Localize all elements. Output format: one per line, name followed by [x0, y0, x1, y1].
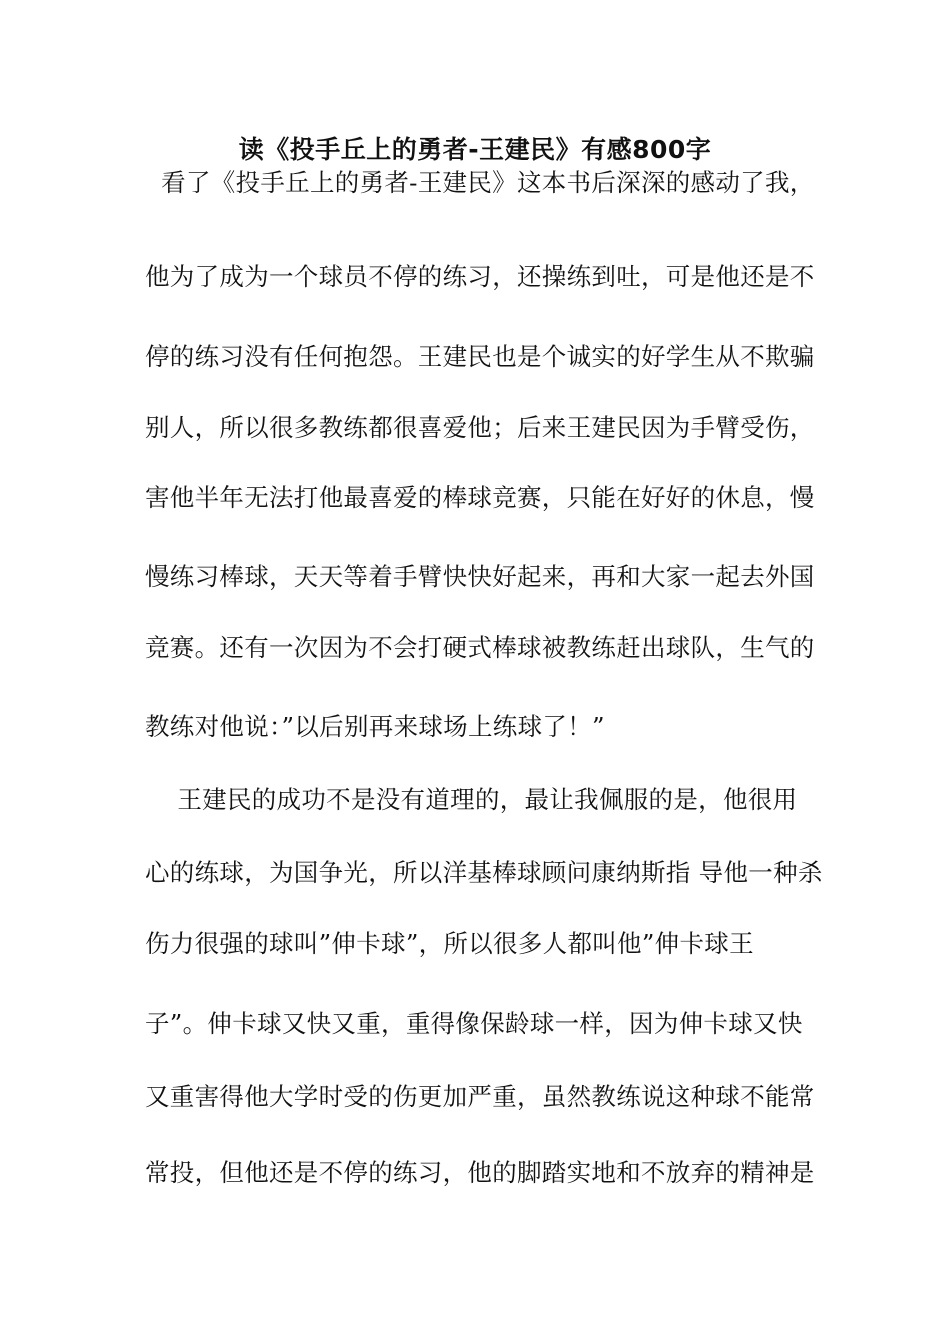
text-line-14: 常投，但他还是不停的练习，他的脚踏实地和不放弃的精神是: [145, 1158, 815, 1187]
document-title: 读《投手丘上的勇者-王建民》有感800字: [238, 135, 712, 164]
text-line-2: 他为了成为一个球员不停的练习，还操练到吐，可是他还是不: [145, 262, 815, 291]
text-line-3: 停的练习没有任何抱怨。王建民也是个诚实的好学生从不欺骗: [145, 342, 815, 371]
text-line-1: 看了《投手丘上的勇者-王建民》这本书后深深的感动了我，: [145, 168, 815, 197]
text-line-5: 害他半年无法打他最喜爱的棒球竞赛，只能在好好的休息，慢: [145, 483, 815, 512]
text-line-11: 伤力很强的球叫”伸卡球”，所以很多人都叫他”伸卡球王: [145, 929, 754, 958]
text-line-4: 别人，所以很多教练都很喜爱他；后来王建民因为手臂受伤，: [145, 413, 815, 442]
text-line-8: 教练对他说：”以后别再来球场上练球了！”: [145, 712, 605, 741]
text-line-13: 又重害得他大学时受的伤更加严重，虽然教练说这种球不能常: [145, 1082, 815, 1111]
text-line-6: 慢练习棒球，天天等着手臂快快好起来，再和大家一起去外国: [145, 562, 815, 591]
text-line-7: 竞赛。还有一次因为不会打硬式棒球被教练赶出球队，生气的: [145, 633, 815, 662]
text-line-12: 子”。伸卡球又快又重，重得像保龄球一样，因为伸卡球又快: [145, 1009, 803, 1038]
text-line-10: 心的练球，为国争光，所以洋基棒球顾问康纳斯指 导他一种杀: [145, 858, 823, 887]
text-line-9: 王建民的成功不是没有道理的，最让我佩服的是，他很用: [145, 785, 798, 814]
